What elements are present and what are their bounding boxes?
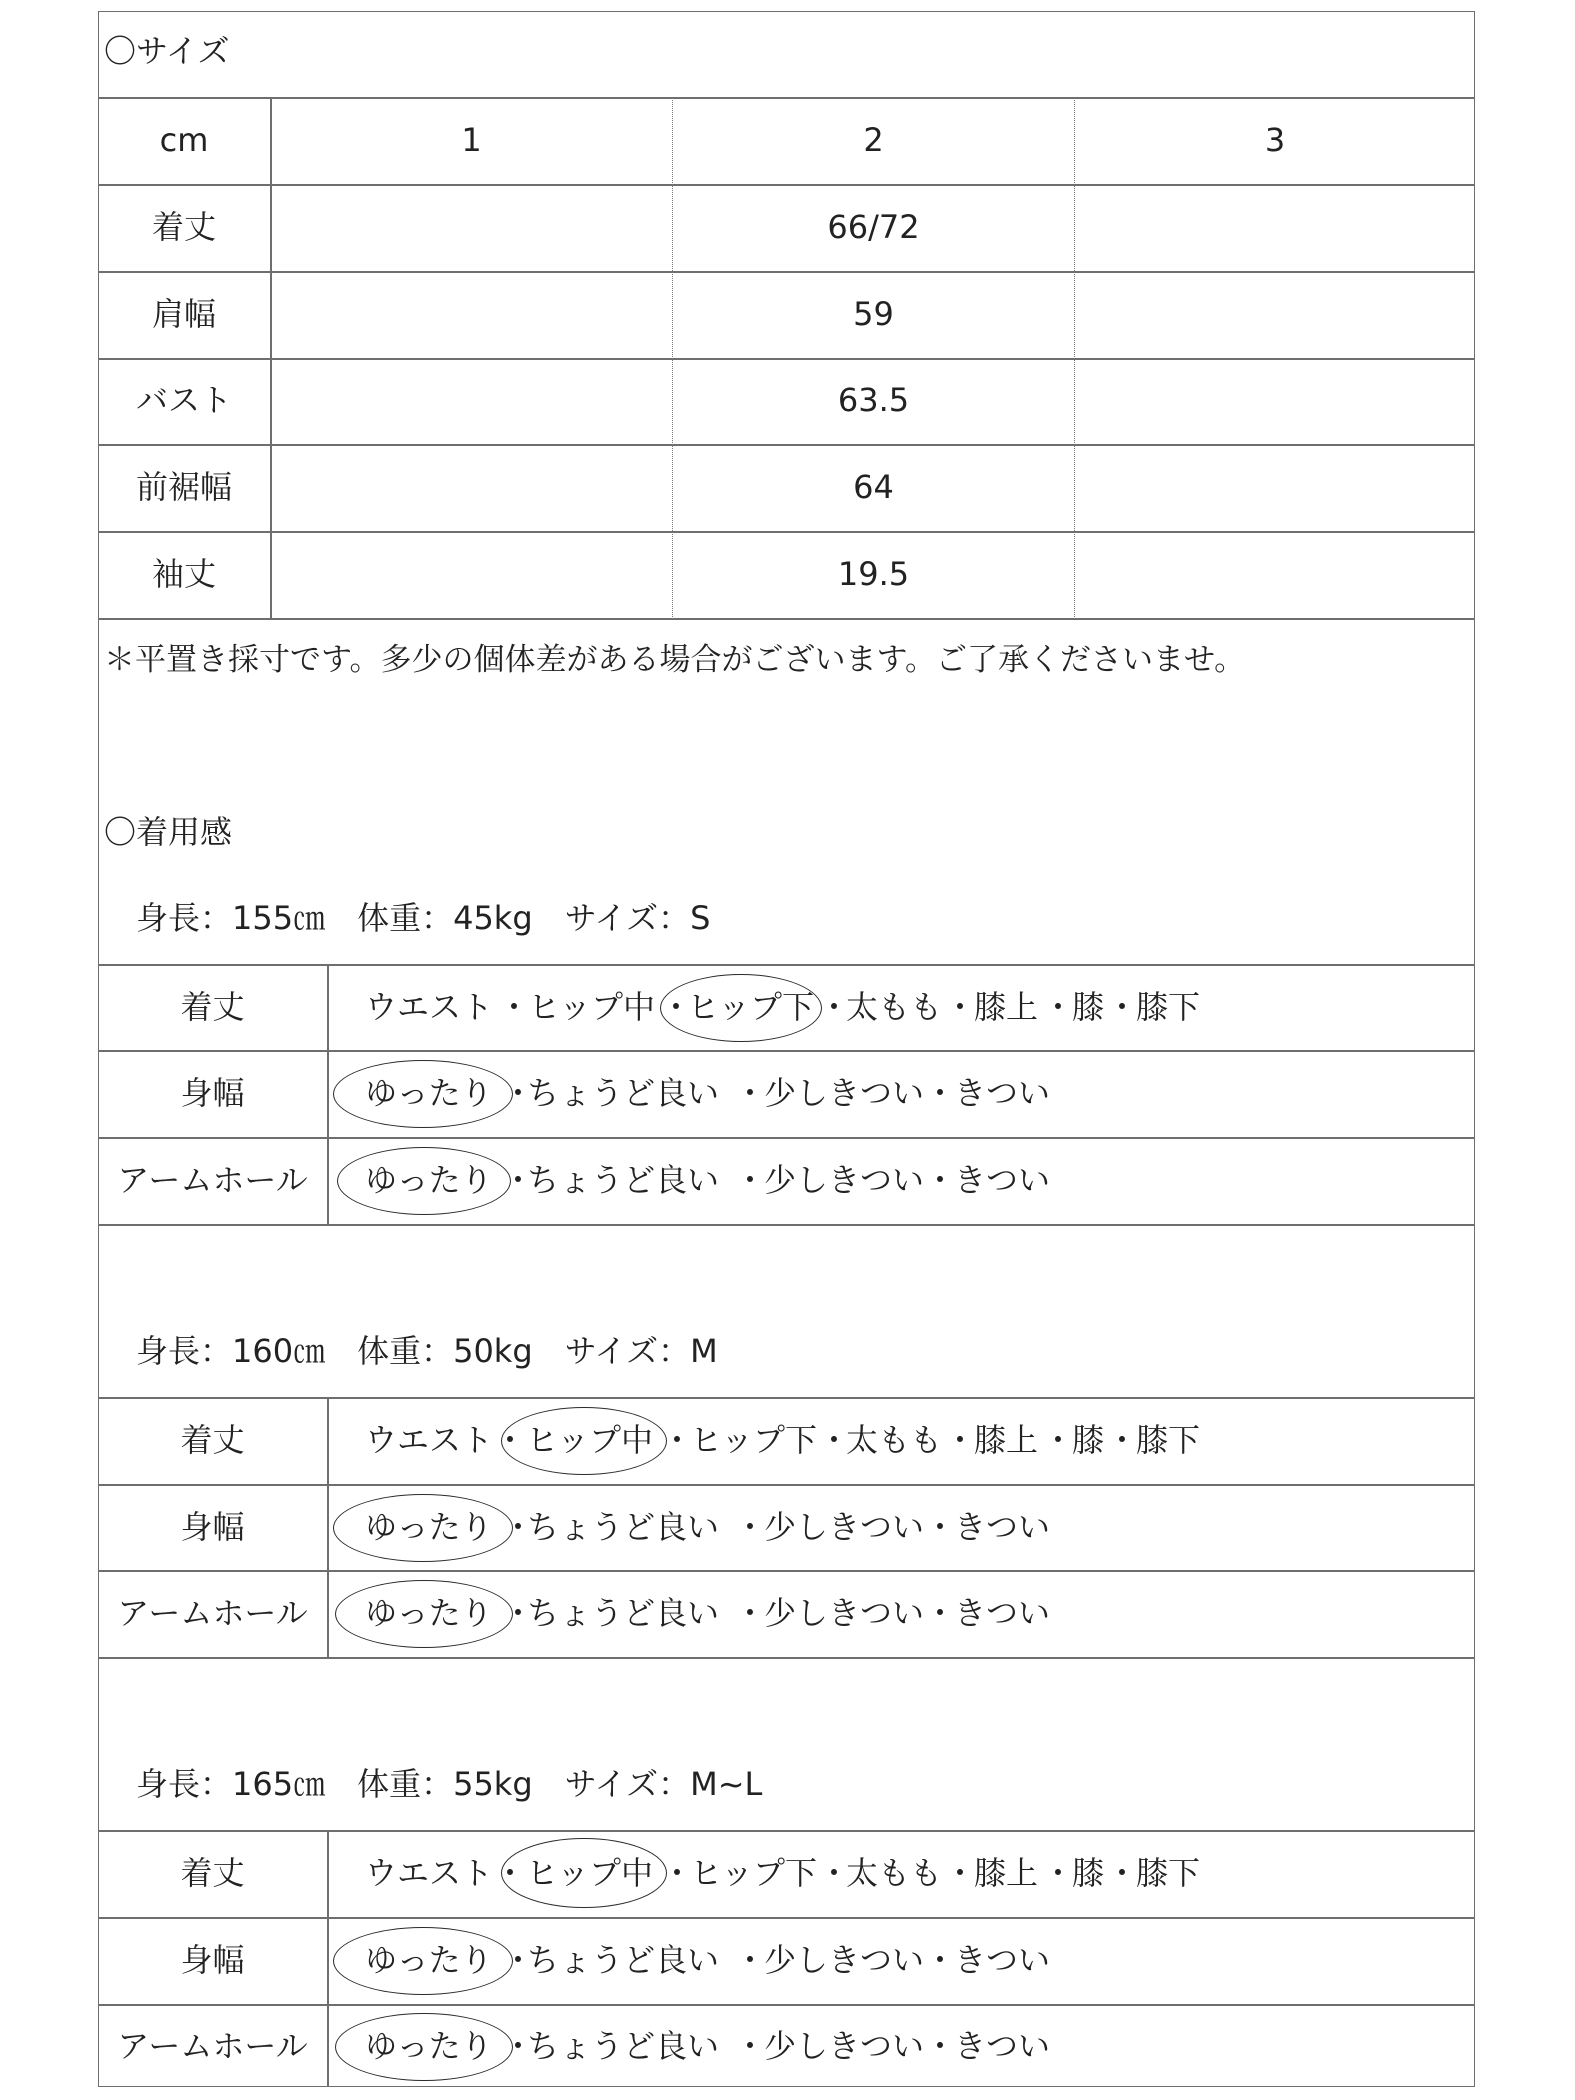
option-below-hip: ヒップ下 bbox=[687, 988, 815, 1026]
option-loose: ゆったり bbox=[365, 1941, 493, 1979]
option-slightly-tight: 少しきつい bbox=[764, 1594, 925, 1632]
divider bbox=[98, 1657, 1475, 1659]
option-slightly-tight: 少しきつい bbox=[764, 1074, 925, 1112]
model-profile: 身長：155㎝ 体重：45kg サイズ：S bbox=[136, 899, 711, 937]
separator: ・ bbox=[734, 2027, 767, 2065]
option-waist: ウエスト bbox=[365, 1421, 494, 1459]
separator: ・ bbox=[660, 988, 693, 1026]
size-header-1: 1 bbox=[461, 121, 482, 159]
separator: ・ bbox=[818, 1421, 851, 1459]
fit-row-label: 着丈 bbox=[180, 1421, 245, 1459]
option-just-right: ちょうど良い bbox=[527, 1594, 720, 1632]
option-knee: 膝 bbox=[1072, 988, 1105, 1026]
option-below-knee: 膝下 bbox=[1136, 1854, 1201, 1892]
option-below-knee: 膝下 bbox=[1136, 1421, 1201, 1459]
divider bbox=[98, 964, 1475, 966]
option-knee: 膝 bbox=[1072, 1421, 1105, 1459]
column-divider bbox=[327, 1830, 329, 2087]
option-tight: きつい bbox=[954, 1508, 1051, 1546]
option-below-knee: 膝下 bbox=[1136, 988, 1201, 1026]
option-tight: きつい bbox=[954, 1074, 1051, 1112]
divider bbox=[98, 618, 1475, 620]
divider bbox=[98, 1397, 1475, 1399]
size-row-label: 着丈 bbox=[151, 208, 216, 246]
separator: ・ bbox=[494, 1421, 527, 1459]
option-above-knee: 膝上 bbox=[974, 1421, 1039, 1459]
separator: ・ bbox=[502, 2027, 535, 2065]
column-divider bbox=[327, 1397, 329, 1658]
column-divider bbox=[270, 97, 272, 619]
size-header-3: 3 bbox=[1264, 121, 1286, 159]
divider bbox=[98, 1570, 1475, 1572]
separator: ・ bbox=[818, 1854, 851, 1892]
option-waist: ウエスト bbox=[365, 1854, 494, 1892]
size-row-label: バスト bbox=[135, 381, 232, 419]
divider bbox=[98, 1224, 1475, 1226]
separator: ・ bbox=[924, 1594, 957, 1632]
separator: ・ bbox=[734, 1941, 767, 1979]
separator: ・ bbox=[502, 1941, 535, 1979]
option-hip-middle: ヒップ中 bbox=[526, 1854, 654, 1892]
option-slightly-tight: 少しきつい bbox=[764, 1508, 925, 1546]
option-just-right: ちょうど良い bbox=[527, 1508, 720, 1546]
divider bbox=[98, 531, 1475, 533]
option-loose: ゆったり bbox=[365, 1594, 493, 1632]
separator: ・ bbox=[734, 1594, 767, 1632]
option-tight: きつい bbox=[954, 1594, 1051, 1632]
divider bbox=[98, 184, 1475, 186]
option-tight: きつい bbox=[954, 1161, 1051, 1199]
column-divider bbox=[672, 97, 673, 619]
option-below-hip: ヒップ下 bbox=[690, 1421, 818, 1459]
column-divider bbox=[327, 964, 329, 1225]
divider bbox=[98, 1484, 1475, 1486]
size-header-2: 2 bbox=[863, 121, 884, 159]
option-loose: ゆったり bbox=[365, 2027, 493, 2065]
option-above-knee: 膝上 bbox=[974, 1854, 1039, 1892]
separator: ・ bbox=[944, 988, 977, 1026]
option-slightly-tight: 少しきつい bbox=[764, 1161, 925, 1199]
divider bbox=[98, 358, 1475, 360]
option-thigh: 太もも bbox=[846, 1854, 943, 1892]
fit-row-label: アームホール bbox=[117, 1594, 308, 1632]
separator: ・ bbox=[734, 1074, 767, 1112]
separator: ・ bbox=[924, 1941, 957, 1979]
separator: ・ bbox=[924, 2027, 957, 2065]
divider bbox=[98, 1137, 1475, 1139]
separator: ・ bbox=[661, 1421, 694, 1459]
separator: ・ bbox=[924, 1508, 957, 1546]
option-slightly-tight: 少しきつい bbox=[764, 2027, 925, 2065]
separator: ・ bbox=[924, 1161, 957, 1199]
column-divider bbox=[1074, 97, 1075, 619]
divider bbox=[98, 271, 1475, 273]
option-thigh: 太もも bbox=[846, 988, 943, 1026]
option-hip-middle: ヒップ中 bbox=[528, 988, 656, 1026]
separator: ・ bbox=[502, 1594, 535, 1632]
size-cell: 19.5 bbox=[837, 555, 910, 593]
option-thigh: 太もも bbox=[846, 1421, 943, 1459]
size-row-label: 前裾幅 bbox=[135, 468, 232, 506]
fit-row-label: 身幅 bbox=[180, 1941, 245, 1979]
separator: ・ bbox=[1042, 988, 1075, 1026]
separator: ・ bbox=[1042, 1854, 1075, 1892]
separator: ・ bbox=[1042, 1421, 1075, 1459]
option-just-right: ちょうど良い bbox=[527, 1161, 720, 1199]
divider bbox=[98, 1830, 1475, 1832]
divider bbox=[98, 1917, 1475, 1919]
separator: ・ bbox=[818, 988, 851, 1026]
size-cell: 66/72 bbox=[827, 208, 920, 246]
option-tight: きつい bbox=[954, 2027, 1051, 2065]
option-loose: ゆったり bbox=[365, 1508, 493, 1546]
divider bbox=[98, 1050, 1475, 1052]
separator: ・ bbox=[944, 1421, 977, 1459]
size-row-label: 袖丈 bbox=[151, 555, 216, 593]
separator: ・ bbox=[498, 988, 531, 1026]
size-header-unit: cm bbox=[159, 121, 209, 159]
size-cell: 64 bbox=[853, 468, 894, 506]
model-profile: 身長：160㎝ 体重：50kg サイズ：M bbox=[136, 1332, 718, 1370]
size-cell: 63.5 bbox=[837, 381, 910, 419]
separator: ・ bbox=[661, 1854, 694, 1892]
option-just-right: ちょうど良い bbox=[527, 1941, 720, 1979]
separator: ・ bbox=[494, 1854, 527, 1892]
divider bbox=[98, 444, 1475, 446]
option-below-hip: ヒップ下 bbox=[690, 1854, 818, 1892]
fit-row-label: 着丈 bbox=[180, 1854, 245, 1892]
separator: ・ bbox=[734, 1508, 767, 1546]
option-knee: 膝 bbox=[1072, 1854, 1105, 1892]
separator: ・ bbox=[502, 1161, 535, 1199]
measurement-note: ＊平置き採寸です。多少の個体差がある場合がございます。ご了承くださいませ。 bbox=[104, 642, 1246, 678]
option-loose: ゆったり bbox=[365, 1074, 493, 1112]
divider bbox=[98, 2004, 1475, 2006]
option-just-right: ちょうど良い bbox=[527, 1074, 720, 1112]
separator: ・ bbox=[944, 1854, 977, 1892]
size-cell: 59 bbox=[853, 295, 894, 333]
separator: ・ bbox=[734, 1161, 767, 1199]
fit-row-label: 身幅 bbox=[180, 1508, 245, 1546]
separator: ・ bbox=[502, 1508, 535, 1546]
separator: ・ bbox=[924, 1074, 957, 1112]
option-slightly-tight: 少しきつい bbox=[764, 1941, 925, 1979]
divider bbox=[98, 97, 1475, 99]
option-just-right: ちょうど良い bbox=[527, 2027, 720, 2065]
separator: ・ bbox=[502, 1074, 535, 1112]
size-section-title: 〇サイズ bbox=[104, 32, 230, 70]
separator: ・ bbox=[1106, 1854, 1139, 1892]
fit-row-label: アームホール bbox=[117, 2027, 308, 2065]
size-row-label: 肩幅 bbox=[151, 295, 216, 333]
option-above-knee: 膝上 bbox=[974, 988, 1039, 1026]
separator: ・ bbox=[1106, 988, 1139, 1026]
option-tight: きつい bbox=[954, 1941, 1051, 1979]
separator: ・ bbox=[1106, 1421, 1139, 1459]
model-profile: 身長：165㎝ 体重：55kg サイズ：M~L bbox=[136, 1765, 763, 1803]
option-waist: ウエスト bbox=[365, 988, 494, 1026]
fit-section-title: 〇着用感 bbox=[104, 813, 233, 851]
fit-row-label: 着丈 bbox=[180, 988, 245, 1026]
fit-row-label: アームホール bbox=[117, 1161, 308, 1199]
option-hip-middle: ヒップ中 bbox=[526, 1421, 654, 1459]
fit-row-label: 身幅 bbox=[180, 1074, 245, 1112]
option-loose: ゆったり bbox=[365, 1161, 493, 1199]
